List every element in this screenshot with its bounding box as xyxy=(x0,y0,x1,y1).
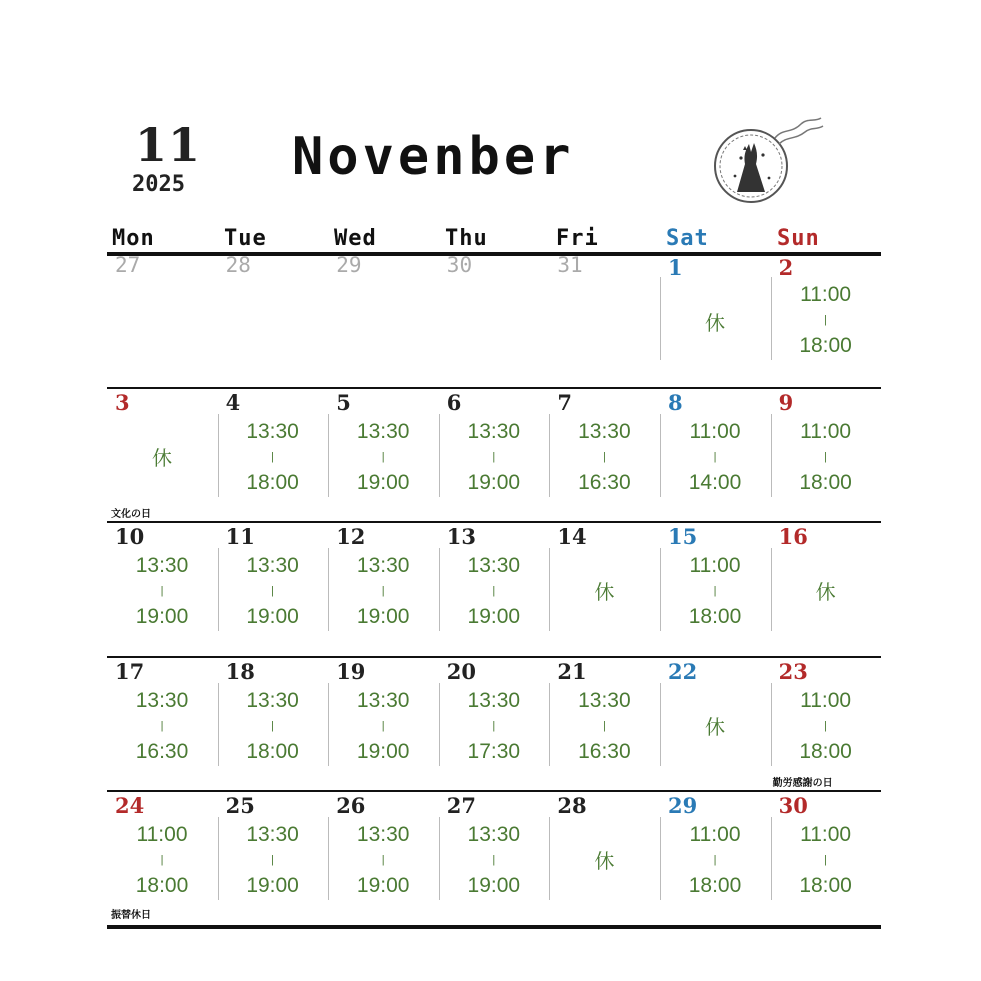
opening-hours xyxy=(771,421,881,493)
open-time: 13:30 xyxy=(356,554,410,577)
close-time: 18:00 xyxy=(799,471,852,494)
open-time: 13:30 xyxy=(135,689,189,712)
day-number: 30 xyxy=(446,253,473,277)
open-time: 13:30 xyxy=(246,689,299,712)
opening-hours xyxy=(771,284,881,356)
day-cell xyxy=(771,524,881,658)
day-number: 4 xyxy=(225,390,241,415)
closed-label: 休 xyxy=(705,715,725,739)
day-number: 14 xyxy=(557,524,587,549)
day-number: 11 xyxy=(225,524,255,549)
day-cell xyxy=(218,390,328,524)
close-time: 19:00 xyxy=(246,605,299,628)
day-number: 25 xyxy=(225,793,255,818)
open-time: 13:30 xyxy=(578,420,631,443)
time-separator: | xyxy=(824,720,828,732)
day-cell xyxy=(439,524,549,658)
time-separator: | xyxy=(381,451,385,463)
opening-hours xyxy=(107,824,217,896)
close-time: 18:00 xyxy=(688,874,742,897)
opening-hours xyxy=(328,690,438,762)
day-number: 5 xyxy=(336,390,351,415)
open-time: 11:00 xyxy=(800,283,852,306)
opening-hours xyxy=(660,555,770,627)
day-cell xyxy=(107,255,217,389)
open-time: 13:30 xyxy=(467,689,521,712)
day-number: 18 xyxy=(225,659,255,684)
time-separator: | xyxy=(713,585,717,597)
open-time: 11:00 xyxy=(136,823,188,846)
close-time: 19:00 xyxy=(135,605,189,628)
weekday-sun: Sun xyxy=(777,226,820,251)
weekday-thu: Thu xyxy=(445,226,488,251)
weekday-header xyxy=(108,226,883,254)
time-separator: | xyxy=(824,451,828,463)
time-separator: | xyxy=(271,451,275,463)
day-number: 7 xyxy=(557,390,573,415)
day-cell xyxy=(549,255,659,389)
day-cell xyxy=(107,659,217,793)
time-separator: | xyxy=(602,720,606,732)
day-number: 21 xyxy=(557,659,587,684)
day-cell xyxy=(218,524,328,658)
day-cell xyxy=(328,793,438,927)
open-time: 13:30 xyxy=(467,420,521,443)
opening-hours xyxy=(439,421,549,493)
close-time: 18:00 xyxy=(688,605,742,628)
open-time: 11:00 xyxy=(800,823,852,846)
open-time: 11:00 xyxy=(689,823,741,846)
opening-hours xyxy=(660,824,770,896)
day-number: 15 xyxy=(668,524,698,549)
day-number: 6 xyxy=(446,390,462,415)
time-separator: | xyxy=(160,585,164,597)
day-number: 30 xyxy=(778,793,808,818)
time-separator: | xyxy=(602,451,606,463)
opening-hours xyxy=(549,690,659,762)
opening-hours xyxy=(771,824,881,896)
day-number: 26 xyxy=(336,793,366,818)
day-cell xyxy=(660,255,770,389)
opening-hours xyxy=(328,555,438,627)
day-number: 1 xyxy=(668,255,683,280)
day-cell xyxy=(660,793,770,927)
month-name: Novenber xyxy=(292,127,575,187)
close-time: 18:00 xyxy=(799,334,852,357)
time-separator: | xyxy=(492,854,496,866)
time-separator: | xyxy=(271,720,275,732)
day-cell xyxy=(328,255,438,389)
opening-hours xyxy=(107,690,217,762)
open-time: 13:30 xyxy=(467,823,521,846)
day-cell xyxy=(439,659,549,793)
open-time: 13:30 xyxy=(246,554,299,577)
day-cell xyxy=(107,524,217,658)
day-number: 22 xyxy=(668,659,698,684)
opening-hours xyxy=(218,824,328,896)
day-cell xyxy=(107,793,217,927)
time-separator: | xyxy=(492,451,496,463)
open-time: 11:00 xyxy=(689,554,741,577)
day-number: 16 xyxy=(778,524,808,549)
time-separator: | xyxy=(160,720,164,732)
time-separator: | xyxy=(824,314,828,326)
close-time: 19:00 xyxy=(356,740,410,763)
day-cell xyxy=(107,390,217,524)
day-number: 2 xyxy=(778,255,794,280)
closed-label: 休 xyxy=(594,580,615,604)
time-separator: | xyxy=(381,585,385,597)
rabbit-stamp-icon xyxy=(713,110,828,210)
day-cell xyxy=(218,255,328,389)
opening-hours xyxy=(218,421,328,493)
open-time: 11:00 xyxy=(800,420,852,443)
day-number: 9 xyxy=(778,390,794,415)
opening-hours xyxy=(549,421,659,493)
day-cell xyxy=(549,659,659,793)
opening-hours xyxy=(328,421,438,493)
day-number: 29 xyxy=(668,793,698,818)
close-time: 19:00 xyxy=(467,874,521,897)
open-time: 13:30 xyxy=(356,823,410,846)
day-number: 29 xyxy=(336,253,362,277)
weekday-wed: Wed xyxy=(334,226,377,251)
opening-hours xyxy=(218,555,328,627)
weekday-fri: Fri xyxy=(556,226,599,251)
year-label: 2025 xyxy=(132,172,185,197)
close-time: 19:00 xyxy=(356,471,410,494)
day-cell xyxy=(218,793,328,927)
open-time: 13:30 xyxy=(467,554,521,577)
time-separator: | xyxy=(492,720,496,732)
day-number: 12 xyxy=(336,524,366,549)
opening-hours xyxy=(218,690,328,762)
weekday-sat: Sat xyxy=(666,226,709,251)
day-number: 31 xyxy=(557,253,583,277)
day-cell xyxy=(439,793,549,927)
closed-label: 休 xyxy=(815,580,836,604)
closed-label: 休 xyxy=(152,446,172,470)
time-separator: | xyxy=(713,854,717,866)
closed-label: 休 xyxy=(705,311,725,335)
close-time: 14:00 xyxy=(688,471,742,494)
holiday-note: 文化の日 xyxy=(111,509,151,520)
opening-hours xyxy=(771,690,881,762)
closed-label: 休 xyxy=(594,849,615,873)
opening-hours xyxy=(439,690,549,762)
close-time: 18:00 xyxy=(799,740,852,763)
open-time: 13:30 xyxy=(135,554,189,577)
day-number: 13 xyxy=(446,524,477,549)
open-time: 13:30 xyxy=(246,823,299,846)
close-time: 19:00 xyxy=(356,874,410,897)
day-cell xyxy=(328,524,438,658)
close-time: 18:00 xyxy=(135,874,189,897)
weekday-tue: Tue xyxy=(224,226,267,251)
open-time: 13:30 xyxy=(356,420,410,443)
month-number: 11 xyxy=(135,118,202,172)
time-separator: | xyxy=(713,451,717,463)
opening-hours xyxy=(439,555,549,627)
opening-hours xyxy=(107,555,217,627)
day-cell xyxy=(549,793,659,927)
close-time: 18:00 xyxy=(246,471,299,494)
day-cell xyxy=(771,255,881,389)
close-time: 19:00 xyxy=(356,605,410,628)
day-cell xyxy=(328,659,438,793)
open-time: 13:30 xyxy=(246,420,299,443)
day-number: 27 xyxy=(446,793,477,818)
day-cell xyxy=(439,255,549,389)
time-separator: | xyxy=(824,854,828,866)
day-number: 28 xyxy=(557,793,587,818)
day-number: 8 xyxy=(668,390,683,415)
time-separator: | xyxy=(271,854,275,866)
day-cell xyxy=(549,390,659,524)
close-time: 19:00 xyxy=(467,471,521,494)
day-cell xyxy=(549,524,659,658)
day-cell xyxy=(771,659,881,793)
day-cell xyxy=(771,793,881,927)
close-time: 16:30 xyxy=(135,740,189,763)
close-time: 16:30 xyxy=(578,740,631,763)
day-number: 24 xyxy=(115,793,145,818)
day-number: 27 xyxy=(115,253,141,277)
day-cell xyxy=(660,524,770,658)
day-cell xyxy=(660,659,770,793)
time-separator: | xyxy=(381,854,385,866)
close-time: 18:00 xyxy=(246,740,299,763)
open-time: 13:30 xyxy=(578,689,631,712)
opening-hours xyxy=(439,824,549,896)
open-time: 11:00 xyxy=(800,689,852,712)
day-number: 28 xyxy=(225,253,251,277)
day-cell xyxy=(328,390,438,524)
day-cell xyxy=(439,390,549,524)
weekday-mon: Mon xyxy=(112,226,155,251)
day-cell xyxy=(660,390,770,524)
time-separator: | xyxy=(160,854,164,866)
day-number: 17 xyxy=(115,659,145,684)
opening-hours xyxy=(328,824,438,896)
close-time: 16:30 xyxy=(578,471,631,494)
close-time: 18:00 xyxy=(799,874,852,897)
close-time: 19:00 xyxy=(246,874,299,897)
time-separator: | xyxy=(492,585,496,597)
close-time: 19:00 xyxy=(467,605,521,628)
day-cell xyxy=(771,390,881,524)
day-number: 10 xyxy=(115,524,145,549)
day-number: 3 xyxy=(115,390,130,415)
close-time: 17:30 xyxy=(467,740,521,763)
holiday-note: 振替休日 xyxy=(111,910,151,921)
holiday-note: 勤労感謝の日 xyxy=(772,778,833,789)
time-separator: | xyxy=(271,585,275,597)
open-time: 13:30 xyxy=(356,689,410,712)
day-number: 23 xyxy=(778,659,808,684)
opening-hours xyxy=(660,421,770,493)
time-separator: | xyxy=(381,720,385,732)
day-number: 20 xyxy=(446,659,477,684)
open-time: 11:00 xyxy=(689,420,741,443)
day-cell xyxy=(218,659,328,793)
day-number: 19 xyxy=(336,659,366,684)
